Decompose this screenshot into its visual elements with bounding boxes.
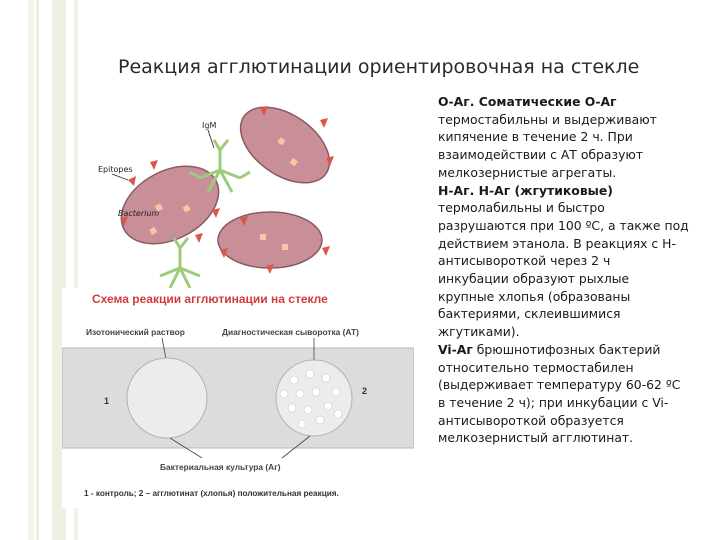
glass-slide [62, 348, 414, 448]
decorative-stripe [28, 0, 34, 540]
text-line: (выдерживает температуру 60-62 ºС [438, 377, 681, 393]
scheme-caption: 1 - контроль; 2 – агглютинат (хлопья) положительная реакция. [84, 489, 339, 498]
text-line: термолабильны и быстро [438, 200, 605, 216]
bacterium-shape [218, 212, 322, 268]
isotonic-solution-label: Изотонический раствор [86, 327, 185, 337]
text-line: антисывороткой образуется [438, 412, 624, 428]
text-line: Н-Аг. Н-Аг (жгутиковые) [438, 182, 613, 198]
text-line: О-Аг. Соматические О-Аг [438, 94, 617, 109]
agglutinate-well [276, 360, 352, 436]
antigen-description [438, 93, 706, 447]
epitopes-label: Epitopes [98, 165, 133, 174]
text-line: взаимодействии с АТ образуют [438, 147, 644, 163]
slide-title: Реакция агглютинации ориентировочная на стекле [118, 56, 640, 78]
igm-antibody [160, 238, 200, 288]
text-line: крупные хлопья (образованы [438, 288, 631, 304]
text-line: в течение 2 ч); при инкубации с Vi- [438, 394, 669, 410]
bacteria-agglutination-illustration [90, 100, 370, 295]
control-well [127, 358, 207, 438]
bacterium-shape [227, 100, 343, 198]
text-line: разрушаются при 100 ºС, а также под [438, 217, 689, 233]
text-line: бактериями, склеившимися [438, 306, 621, 322]
text-line: жгутиками). [438, 324, 520, 340]
agglutination-scheme-diagram [62, 288, 414, 508]
text-line: мелкозернистый агглютинат. [438, 430, 634, 446]
text-line: антисывороткой через 2 ч [438, 253, 611, 269]
text-line: относительно термостабилен [438, 359, 634, 375]
igm-label: IgM [202, 121, 217, 130]
text-line: Vi-Аг брюшнотифозных бактерий [438, 341, 661, 357]
well-1-number: 1 [104, 396, 110, 406]
bacterial-culture-label: Бактериальная культура (Аг) [160, 462, 281, 472]
text-line: действием этанола. В реакциях с Н- [438, 235, 676, 251]
decorative-stripe [36, 0, 39, 540]
text-line: термостабильны и выдерживают [438, 111, 657, 127]
text-line: инкубации образуют рыхлые [438, 271, 630, 287]
text-line: мелкозернистые агрегаты. [438, 164, 617, 180]
bacterium-label: Bacterium [118, 209, 160, 218]
scheme-title: Схема реакции агглютинации на стекле [92, 292, 328, 306]
text-line: кипячение в течение 2 ч. При [438, 129, 633, 145]
diagnostic-serum-label: Диагностическая сыворотка (АТ) [222, 327, 359, 337]
well-2-number: 2 [362, 386, 368, 396]
